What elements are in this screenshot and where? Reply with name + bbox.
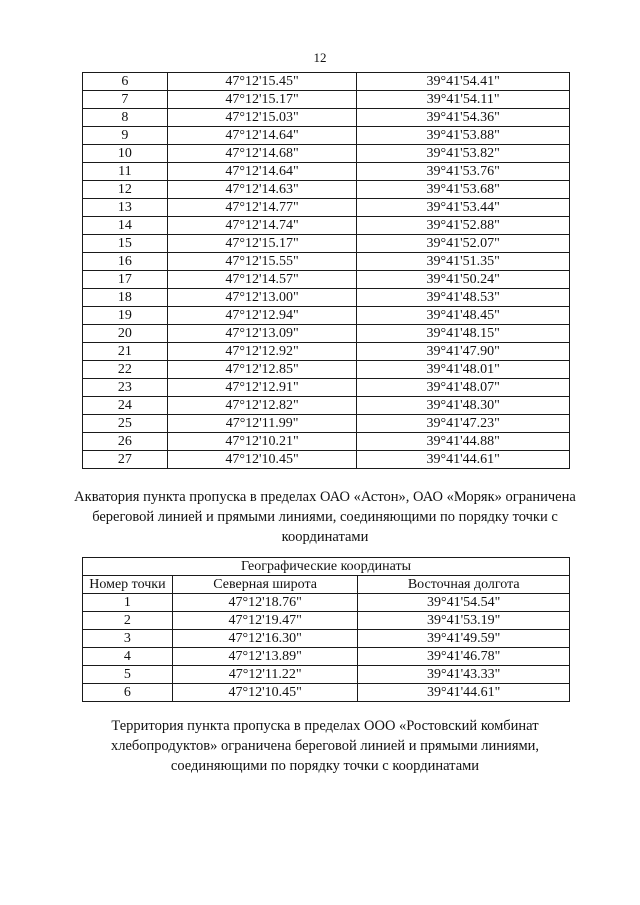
- longitude-cell: 39°41'43.33": [358, 666, 570, 684]
- point-number-cell: 6: [83, 684, 173, 702]
- latitude-cell: 47°12'15.45": [167, 73, 357, 91]
- point-number-cell: 15: [83, 235, 168, 253]
- column-header-latitude: Северная широта: [172, 576, 358, 594]
- longitude-cell: 39°41'52.07": [357, 235, 570, 253]
- table-row: [83, 271, 570, 289]
- longitude-cell: 39°41'48.45": [357, 307, 570, 325]
- longitude-cell: 39°41'48.30": [357, 397, 570, 415]
- table-row: [83, 630, 570, 648]
- column-header-longitude: Восточная долгота: [358, 576, 570, 594]
- point-number-cell: 8: [83, 109, 168, 127]
- paragraph-aston-moryak: Акватория пункта пропуска в пределах ОАО «Астон», ОАО «Моряк» ограничена береговой линией и прямыми линиями, соединяющими по порядку точки с координатами: [74, 489, 576, 545]
- point-number-cell: 13: [83, 199, 168, 217]
- latitude-cell: 47°12'13.00": [167, 289, 357, 307]
- longitude-cell: 39°41'54.54": [358, 594, 570, 612]
- table-row: [83, 343, 570, 361]
- table-row: [83, 666, 570, 684]
- longitude-cell: 39°41'53.82": [357, 145, 570, 163]
- longitude-cell: 39°41'54.41": [357, 73, 570, 91]
- longitude-cell: 39°41'54.11": [357, 91, 570, 109]
- point-number-cell: 17: [83, 271, 168, 289]
- table-row: [83, 127, 570, 145]
- table-row: [83, 145, 570, 163]
- latitude-cell: 47°12'13.09": [167, 325, 357, 343]
- point-number-cell: 14: [83, 217, 168, 235]
- table-row: [83, 109, 570, 127]
- coordinates-table-body: [83, 594, 570, 702]
- longitude-cell: 39°41'54.36": [357, 109, 570, 127]
- longitude-cell: 39°41'53.76": [357, 163, 570, 181]
- longitude-cell: 39°41'53.88": [357, 127, 570, 145]
- table-row: [83, 361, 570, 379]
- longitude-cell: 39°41'51.35": [357, 253, 570, 271]
- table-row: [83, 648, 570, 666]
- point-number-cell: 4: [83, 648, 173, 666]
- point-number-cell: 25: [83, 415, 168, 433]
- table-row: [83, 181, 570, 199]
- longitude-cell: 39°41'49.59": [358, 630, 570, 648]
- latitude-cell: 47°12'19.47": [172, 612, 358, 630]
- table-row: [83, 199, 570, 217]
- point-number-cell: 19: [83, 307, 168, 325]
- longitude-cell: 39°41'48.07": [357, 379, 570, 397]
- longitude-cell: 39°41'53.68": [357, 181, 570, 199]
- longitude-cell: 39°41'53.44": [357, 199, 570, 217]
- longitude-cell: 39°41'47.23": [357, 415, 570, 433]
- table-row: [83, 612, 570, 630]
- coordinates-table-body: [83, 73, 570, 469]
- point-number-cell: 27: [83, 451, 168, 469]
- latitude-cell: 47°12'12.94": [167, 307, 357, 325]
- latitude-cell: 47°12'13.89": [172, 648, 358, 666]
- point-number-cell: 24: [83, 397, 168, 415]
- point-number-cell: 21: [83, 343, 168, 361]
- latitude-cell: 47°12'15.17": [167, 235, 357, 253]
- table-row: [83, 91, 570, 109]
- point-number-cell: 1: [83, 594, 173, 612]
- point-number-cell: 11: [83, 163, 168, 181]
- latitude-cell: 47°12'18.76": [172, 594, 358, 612]
- point-number-cell: 22: [83, 361, 168, 379]
- latitude-cell: 47°12'15.03": [167, 109, 357, 127]
- table-row: [83, 163, 570, 181]
- latitude-cell: 47°12'11.22": [172, 666, 358, 684]
- longitude-cell: 39°41'46.78": [358, 648, 570, 666]
- point-number-cell: 20: [83, 325, 168, 343]
- point-number-cell: 16: [83, 253, 168, 271]
- longitude-cell: 39°41'47.90": [357, 343, 570, 361]
- table-row: [83, 379, 570, 397]
- latitude-cell: 47°12'11.99": [167, 415, 357, 433]
- longitude-cell: 39°41'53.19": [358, 612, 570, 630]
- latitude-cell: 47°12'14.77": [167, 199, 357, 217]
- point-number-cell: 2: [83, 612, 173, 630]
- latitude-cell: 47°12'16.30": [172, 630, 358, 648]
- longitude-cell: 39°41'44.61": [358, 684, 570, 702]
- latitude-cell: 47°12'12.92": [167, 343, 357, 361]
- latitude-cell: 47°12'14.64": [167, 127, 357, 145]
- table-row: [83, 451, 570, 469]
- point-number-cell: 3: [83, 630, 173, 648]
- longitude-cell: 39°41'44.88": [357, 433, 570, 451]
- table-row: [83, 433, 570, 451]
- longitude-cell: 39°41'48.01": [357, 361, 570, 379]
- table-row: [83, 73, 570, 91]
- table-row: [83, 307, 570, 325]
- coordinates-table-continued: [82, 72, 570, 469]
- point-number-cell: 23: [83, 379, 168, 397]
- table-row: [83, 684, 570, 702]
- table-group-header: Географические координаты: [83, 558, 570, 576]
- point-number-cell: 7: [83, 91, 168, 109]
- longitude-cell: 39°41'50.24": [357, 271, 570, 289]
- table-row: [83, 594, 570, 612]
- latitude-cell: 47°12'14.57": [167, 271, 357, 289]
- latitude-cell: 47°12'12.91": [167, 379, 357, 397]
- point-number-cell: 18: [83, 289, 168, 307]
- latitude-cell: 47°12'15.55": [167, 253, 357, 271]
- table-header-row: [83, 576, 570, 594]
- table-row: [83, 289, 570, 307]
- point-number-cell: 5: [83, 666, 173, 684]
- longitude-cell: 39°41'52.88": [357, 217, 570, 235]
- point-number-cell: 10: [83, 145, 168, 163]
- latitude-cell: 47°12'12.82": [167, 397, 357, 415]
- table-row: [83, 397, 570, 415]
- point-number-cell: 26: [83, 433, 168, 451]
- table-row: [83, 325, 570, 343]
- latitude-cell: 47°12'10.45": [172, 684, 358, 702]
- column-header-point-number: Номер точки: [83, 576, 173, 594]
- latitude-cell: 47°12'10.45": [167, 451, 357, 469]
- latitude-cell: 47°12'14.64": [167, 163, 357, 181]
- paragraph-rostov-kombinat: Территория пункта пропуска в пределах ООО «Ростовский комбинат хлебопродуктов» ограничена береговой линией и прямыми линиями, соединяющими по порядку точки с координатами: [110, 718, 540, 774]
- point-number-cell: 6: [83, 73, 168, 91]
- latitude-cell: 47°12'10.21": [167, 433, 357, 451]
- table-row: [83, 253, 570, 271]
- table-row: [83, 217, 570, 235]
- longitude-cell: 39°41'48.53": [357, 289, 570, 307]
- latitude-cell: 47°12'14.74": [167, 217, 357, 235]
- latitude-cell: 47°12'14.68": [167, 145, 357, 163]
- latitude-cell: 47°12'14.63": [167, 181, 357, 199]
- longitude-cell: 39°41'44.61": [357, 451, 570, 469]
- table-group-header-row: [83, 558, 570, 576]
- point-number-cell: 12: [83, 181, 168, 199]
- point-number-cell: 9: [83, 127, 168, 145]
- page-number: 12: [313, 50, 327, 65]
- latitude-cell: 47°12'15.17": [167, 91, 357, 109]
- table-row: [83, 415, 570, 433]
- coordinates-table-aston-moryak: [82, 557, 570, 702]
- longitude-cell: 39°41'48.15": [357, 325, 570, 343]
- latitude-cell: 47°12'12.85": [167, 361, 357, 379]
- table-row: [83, 235, 570, 253]
